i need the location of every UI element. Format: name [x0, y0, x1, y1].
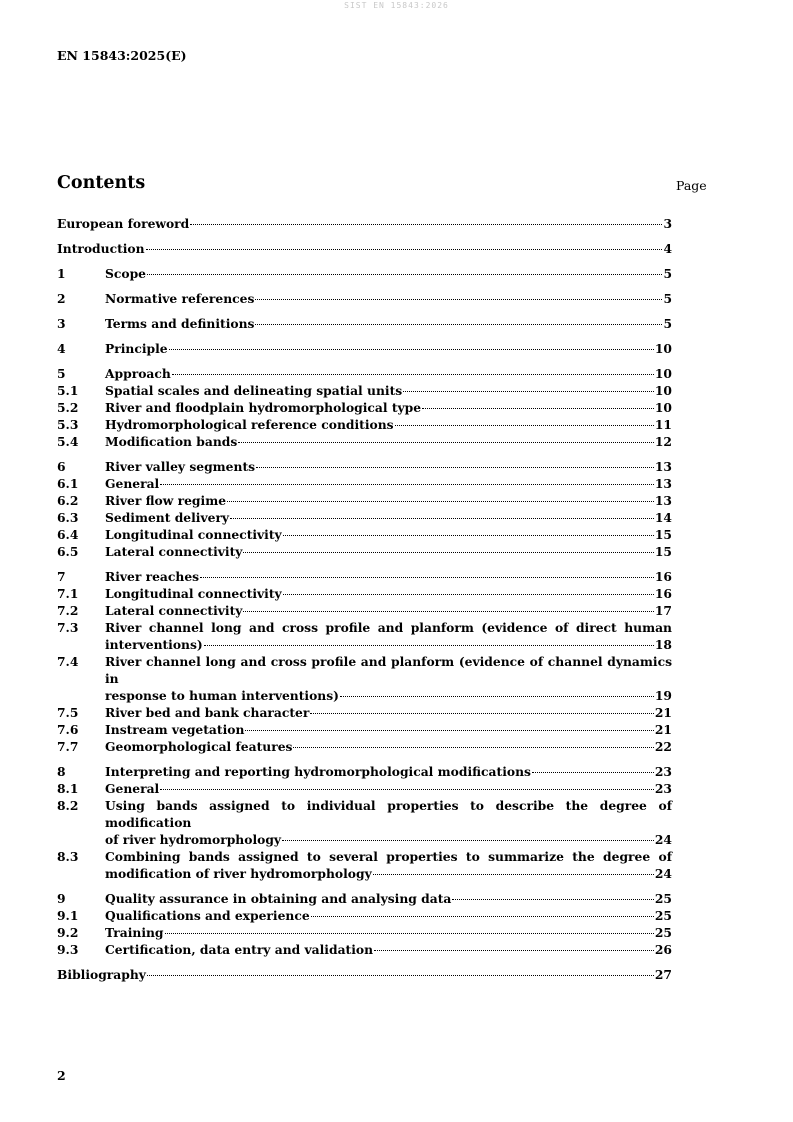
toc-entry[interactable] — [57, 924, 672, 941]
toc-entry-page: 23 — [654, 764, 672, 779]
dot-leader — [374, 950, 654, 951]
dot-leader — [147, 975, 654, 976]
toc-entry-title: Normative references — [105, 291, 255, 306]
toc-entry-number: 8.2 — [57, 798, 79, 813]
toc-entry[interactable] — [57, 433, 672, 450]
toc-entry-page: 12 — [654, 434, 672, 449]
dot-leader — [255, 324, 662, 325]
toc-entry-title: Terms and definitions — [105, 316, 255, 331]
toc-entry-title-continued: interventions) — [105, 637, 203, 652]
toc-entry[interactable] — [57, 475, 672, 492]
toc-entry-number: 9.2 — [57, 925, 79, 940]
toc-entry-page: 17 — [654, 603, 672, 618]
toc-entry-page: 24 — [654, 866, 672, 881]
toc-entry-number: 3 — [57, 316, 66, 331]
toc-entry-title-continued: response to human interventions) — [105, 688, 339, 703]
toc-group — [57, 215, 672, 232]
toc-entry-page: 13 — [654, 459, 672, 474]
toc-entry[interactable] — [57, 738, 672, 755]
toc-entry[interactable] — [57, 619, 672, 653]
toc-group — [57, 568, 672, 755]
dot-leader — [146, 249, 663, 250]
dot-leader — [403, 391, 654, 392]
toc-entry-page: 25 — [654, 891, 672, 906]
toc-entry-title: General — [105, 781, 160, 796]
toc-entry-title: Bibliography — [57, 967, 146, 982]
toc-entry[interactable] — [57, 382, 672, 399]
dot-leader — [532, 772, 654, 773]
dot-leader — [204, 645, 654, 646]
toc-entry-page: 13 — [654, 493, 672, 508]
toc-entry-title: Scope — [105, 266, 146, 281]
toc-entry-number: 6.1 — [57, 476, 79, 491]
page-number: 2 — [57, 1068, 66, 1083]
toc-entry-number: 5.4 — [57, 434, 79, 449]
dot-leader — [238, 442, 654, 443]
toc-group — [57, 890, 672, 958]
toc-entry-title: River bed and bank character — [105, 705, 310, 720]
toc-entry-number: 1 — [57, 266, 66, 281]
toc-group — [57, 340, 672, 357]
dot-leader — [169, 349, 654, 350]
toc-entry[interactable] — [57, 763, 672, 780]
toc-entry-page: 19 — [654, 688, 672, 703]
toc-entry-number: 5.2 — [57, 400, 79, 415]
dot-leader — [293, 747, 653, 748]
table-of-contents — [57, 215, 672, 991]
toc-entry-title-continued: of river hydromorphology — [105, 832, 282, 847]
toc-entry-page: 10 — [654, 366, 672, 381]
toc-entry-number: 7.1 — [57, 586, 79, 601]
toc-entry-title: Lateral connectivity — [105, 603, 243, 618]
toc-entry[interactable] — [57, 265, 672, 282]
toc-entry-title: European foreword — [57, 216, 190, 231]
toc-entry[interactable] — [57, 704, 672, 721]
toc-entry-page: 22 — [654, 739, 672, 754]
toc-entry-number: 7.7 — [57, 739, 79, 754]
toc-entry[interactable] — [57, 365, 672, 382]
toc-entry[interactable] — [57, 780, 672, 797]
toc-entry-number: 7.6 — [57, 722, 79, 737]
page-column-label: Page — [676, 178, 707, 193]
toc-entry-number: 7.2 — [57, 603, 79, 618]
toc-entry[interactable] — [57, 290, 672, 307]
toc-entry-number: 8.1 — [57, 781, 79, 796]
toc-group — [57, 290, 672, 307]
toc-entry-number: 9.1 — [57, 908, 79, 923]
dot-leader — [310, 713, 654, 714]
toc-entry-title: Qualifications and experience — [105, 908, 310, 923]
toc-entry-page: 3 — [663, 216, 672, 231]
dot-leader — [283, 535, 654, 536]
toc-entry-page: 21 — [654, 722, 672, 737]
toc-entry-title: Using bands assigned to individual properties to describe the degree of modification — [105, 798, 672, 830]
toc-entry[interactable] — [57, 941, 672, 958]
toc-entry[interactable] — [57, 215, 672, 232]
toc-group — [57, 763, 672, 882]
dot-leader — [282, 840, 654, 841]
toc-group — [57, 240, 672, 257]
toc-entry-title: Geomorphological features — [105, 739, 293, 754]
toc-entry[interactable] — [57, 602, 672, 619]
dot-leader — [373, 874, 654, 875]
toc-entry-number: 8.3 — [57, 849, 79, 864]
toc-entry-page: 10 — [654, 341, 672, 356]
dot-leader — [243, 611, 653, 612]
contents-title: Contents — [57, 173, 146, 193]
dot-leader — [200, 577, 654, 578]
toc-entry[interactable] — [57, 797, 672, 848]
toc-entry-title: River reaches — [105, 569, 200, 584]
toc-entry-number: 7.4 — [57, 654, 79, 669]
dot-leader — [311, 916, 654, 917]
toc-entry-page: 13 — [654, 476, 672, 491]
toc-entry-page: 27 — [654, 967, 672, 982]
dot-leader — [255, 299, 662, 300]
dot-leader — [227, 501, 654, 502]
dot-leader — [283, 594, 654, 595]
dot-leader — [395, 425, 654, 426]
dot-leader — [243, 552, 653, 553]
toc-entry-page: 4 — [663, 241, 672, 256]
toc-entry-title: River channel long and cross profile and planform (evidence of direct human — [105, 620, 672, 635]
toc-entry-number: 7.5 — [57, 705, 79, 720]
toc-entry[interactable] — [57, 416, 672, 433]
toc-entry-number: 8 — [57, 764, 66, 779]
toc-entry-title: General — [105, 476, 160, 491]
toc-entry-title: Introduction — [57, 241, 145, 256]
toc-entry-title: Training — [105, 925, 164, 940]
toc-entry[interactable] — [57, 721, 672, 738]
dot-leader — [160, 789, 654, 790]
toc-entry-number: 5 — [57, 366, 66, 381]
toc-entry[interactable] — [57, 458, 672, 475]
toc-entry-page: 5 — [663, 316, 672, 331]
toc-entry-title: River channel long and cross profile and planform (evidence of channel dynamics in — [105, 654, 672, 686]
toc-entry-page: 18 — [654, 637, 672, 652]
toc-entry-title: Combining bands assigned to several properties to summarize the degree of — [105, 849, 672, 864]
toc-entry-page: 5 — [663, 266, 672, 281]
watermark: SIST EN 15843:2026 — [344, 1, 449, 10]
toc-entry-title: River valley segments — [105, 459, 256, 474]
dot-leader — [245, 730, 653, 731]
toc-entry-page: 14 — [654, 510, 672, 525]
toc-entry-number: 9.3 — [57, 942, 79, 957]
toc-entry-title: Sediment delivery — [105, 510, 230, 525]
toc-entry[interactable] — [57, 543, 672, 560]
toc-entry-page: 10 — [654, 400, 672, 415]
toc-entry-page: 25 — [654, 925, 672, 940]
toc-entry-page: 23 — [654, 781, 672, 796]
toc-entry-page: 25 — [654, 908, 672, 923]
toc-entry-page: 21 — [654, 705, 672, 720]
dot-leader — [172, 374, 654, 375]
dot-leader — [340, 696, 654, 697]
toc-entry-number: 6 — [57, 459, 66, 474]
toc-entry-title-continued: modification of river hydromorphology — [105, 866, 372, 881]
toc-entry-number: 4 — [57, 341, 66, 356]
toc-entry-title: Approach — [105, 366, 171, 381]
toc-entry-title: Longitudinal connectivity — [105, 586, 282, 601]
toc-group — [57, 365, 672, 450]
toc-entry[interactable] — [57, 526, 672, 543]
toc-group — [57, 966, 672, 983]
toc-entry-title: Certification, data entry and validation — [105, 942, 374, 957]
toc-entry-number: 7 — [57, 569, 66, 584]
toc-entry[interactable] — [57, 509, 672, 526]
toc-entry-title: Lateral connectivity — [105, 544, 243, 559]
toc-entry-title: Modification bands — [105, 434, 238, 449]
toc-entry[interactable] — [57, 848, 672, 882]
dot-leader — [230, 518, 654, 519]
toc-entry-number: 6.5 — [57, 544, 79, 559]
dot-leader — [147, 274, 662, 275]
dot-leader — [452, 899, 654, 900]
toc-entry[interactable] — [57, 890, 672, 907]
toc-entry-page: 15 — [654, 527, 672, 542]
toc-entry-number: 9 — [57, 891, 66, 906]
toc-entry-number: 5.1 — [57, 383, 79, 398]
toc-group — [57, 265, 672, 282]
toc-entry-page: 10 — [654, 383, 672, 398]
toc-entry-page: 24 — [654, 832, 672, 847]
toc-entry-page: 16 — [654, 586, 672, 601]
dot-leader — [422, 408, 654, 409]
toc-entry[interactable] — [57, 340, 672, 357]
dot-leader — [256, 467, 654, 468]
toc-entry-number: 6.4 — [57, 527, 79, 542]
toc-entry-number: 6.2 — [57, 493, 79, 508]
toc-entry-title: Hydromorphological reference conditions — [105, 417, 394, 432]
toc-entry-title: Instream vegetation — [105, 722, 245, 737]
toc-entry[interactable] — [57, 585, 672, 602]
dot-leader — [165, 933, 654, 934]
toc-entry-page: 11 — [654, 417, 672, 432]
toc-entry[interactable] — [57, 315, 672, 332]
toc-entry-number: 5.3 — [57, 417, 79, 432]
toc-entry[interactable] — [57, 907, 672, 924]
toc-entry[interactable] — [57, 240, 672, 257]
toc-entry-title: Longitudinal connectivity — [105, 527, 282, 542]
toc-entry-page: 15 — [654, 544, 672, 559]
dot-leader — [160, 484, 654, 485]
toc-entry[interactable] — [57, 399, 672, 416]
toc-entry-title: Principle — [105, 341, 168, 356]
toc-entry[interactable] — [57, 568, 672, 585]
toc-entry-title: Spatial scales and delineating spatial units — [105, 383, 403, 398]
toc-entry-title: Quality assurance in obtaining and analysing data — [105, 891, 452, 906]
dot-leader — [190, 224, 662, 225]
toc-group — [57, 458, 672, 560]
toc-entry[interactable] — [57, 966, 672, 983]
toc-entry-number: 2 — [57, 291, 66, 306]
toc-entry[interactable] — [57, 653, 672, 704]
toc-entry-title: River flow regime — [105, 493, 227, 508]
toc-entry[interactable] — [57, 492, 672, 509]
toc-entry-page: 26 — [654, 942, 672, 957]
toc-group — [57, 315, 672, 332]
toc-entry-title: Interpreting and reporting hydromorphological modifications — [105, 764, 531, 779]
toc-entry-title: River and floodplain hydromorphological type — [105, 400, 422, 415]
toc-entry-number: 7.3 — [57, 620, 79, 635]
document-id: EN 15843:2025(E) — [57, 48, 187, 63]
toc-entry-number: 6.3 — [57, 510, 79, 525]
toc-entry-page: 16 — [654, 569, 672, 584]
toc-entry-page: 5 — [663, 291, 672, 306]
